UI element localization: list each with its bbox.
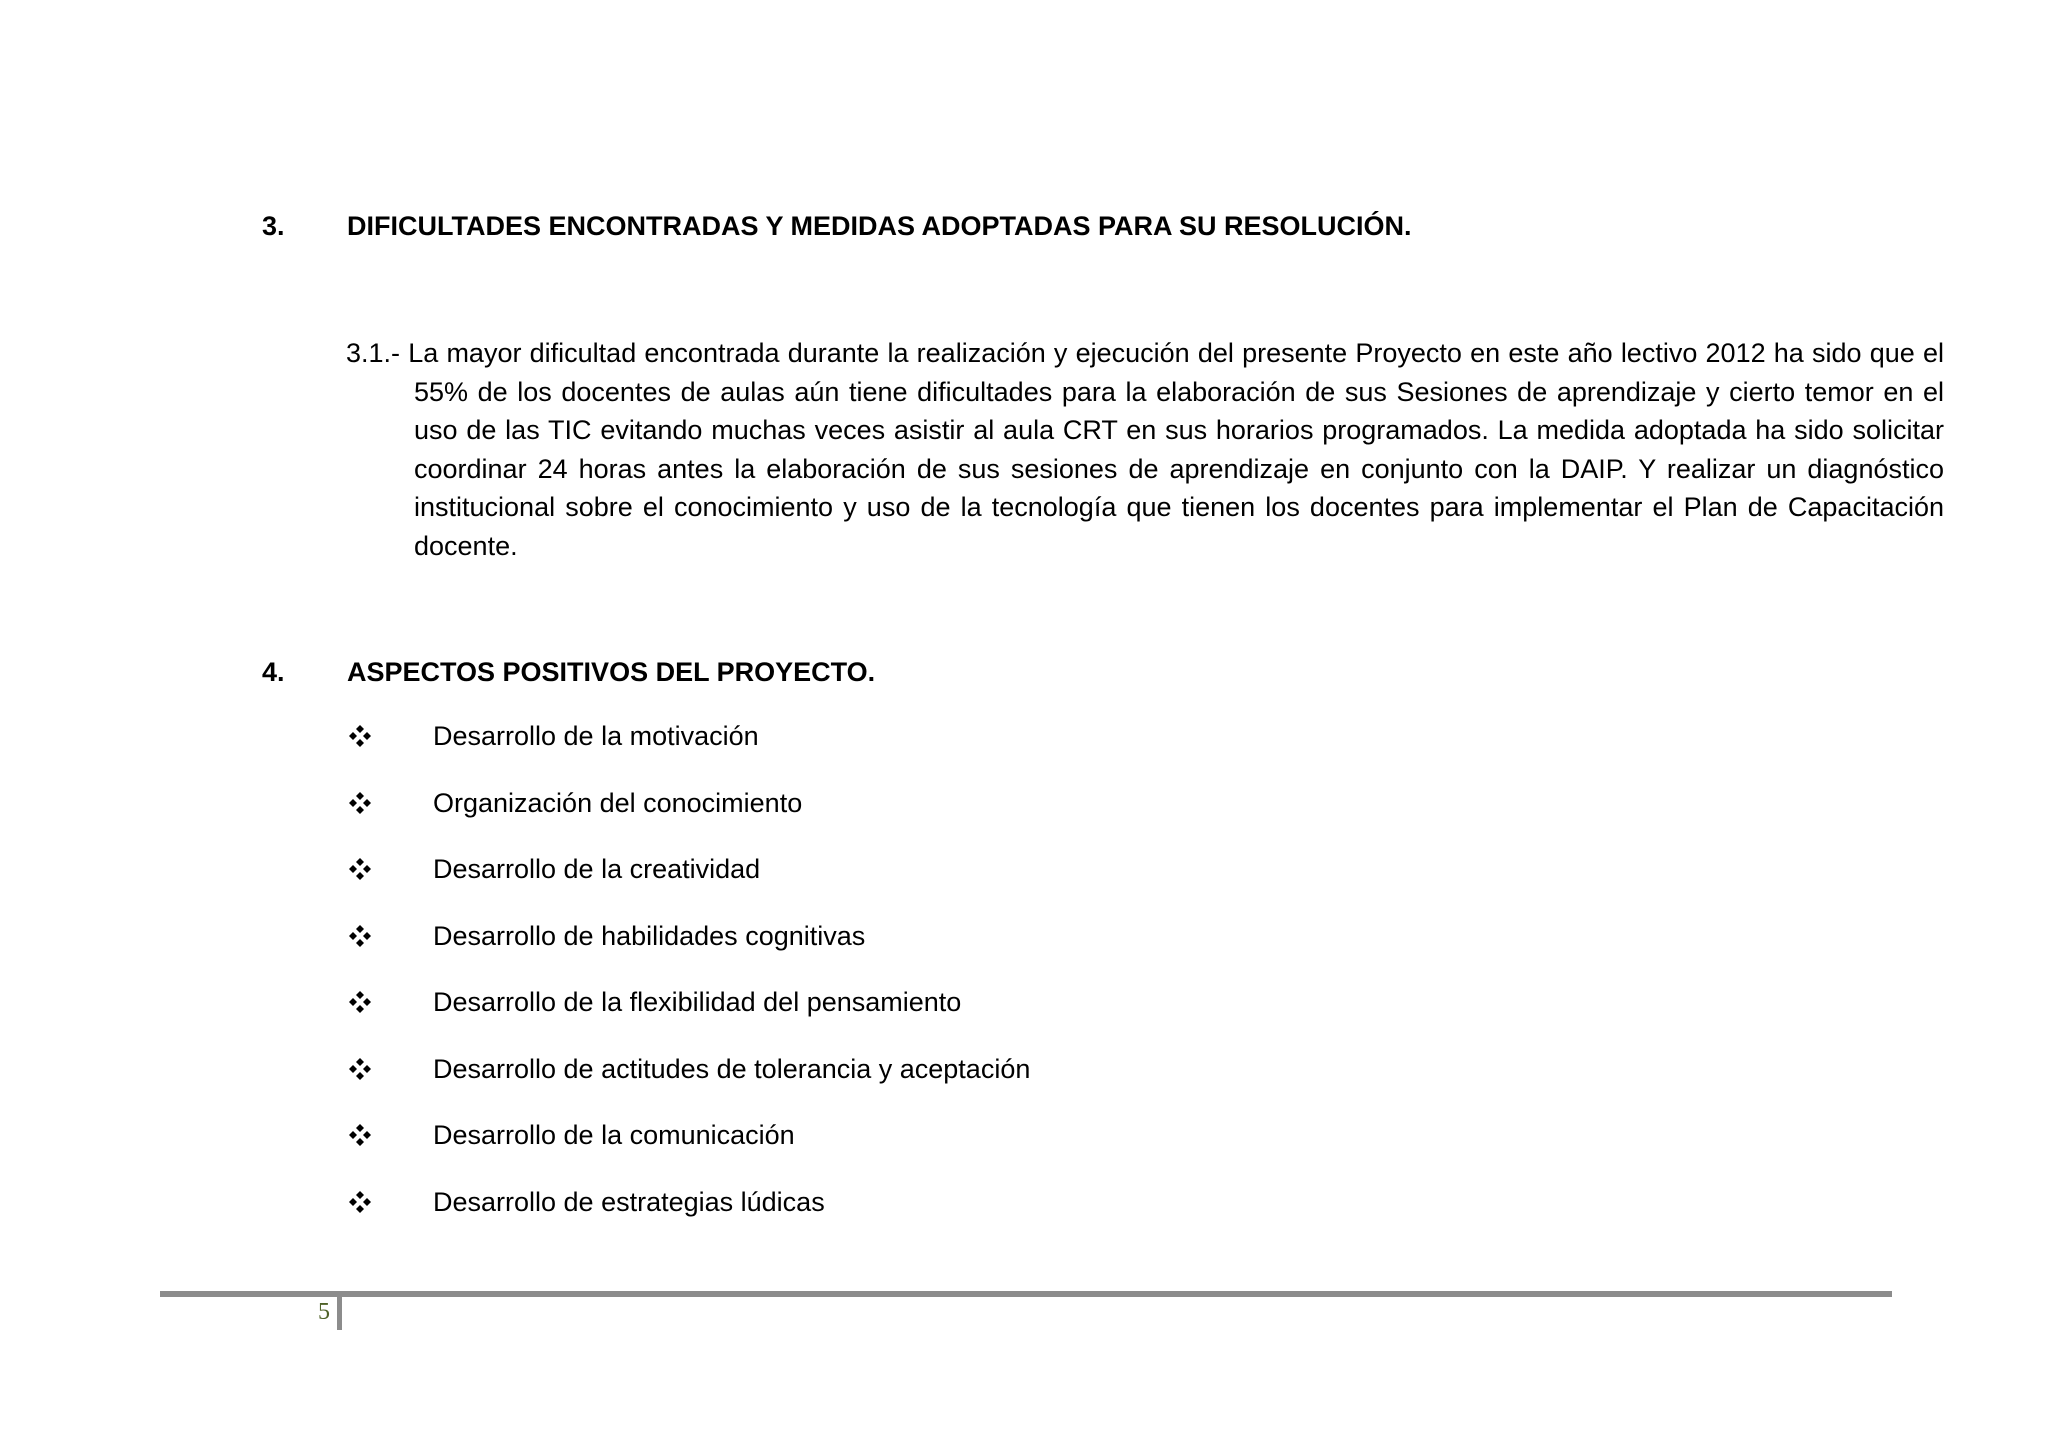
- list-item-text: Desarrollo de estrategias lúdicas: [433, 1186, 825, 1217]
- section-4-number: 4.: [262, 657, 285, 687]
- section-3-1-paragraph: 3.1.- La mayor dificultad encontrada durante la realización y ejecución del presente Proyecto en este año lectivo 2012 ha sido que el 55% de los docentes de aulas aún tiene dificultades para la elaboración de sus Sesiones de aprendizaje y cierto temor en el uso de las TIC evitando muchas veces asistir al aula CRT en sus horarios programados. La medida adoptada ha sido solicitar coordinar 24 horas antes la elaboración de sus sesiones de aprendizaje en conjunto con la DAIP. Y realizar un diagnóstico institucional sobre el conocimiento y uso de la tecnología que tienen los docentes para implementar el Plan de Capacitación docente.: [346, 338, 1944, 561]
- list-item-text: Desarrollo de la motivación: [433, 721, 759, 751]
- list-item-text: Desarrollo de habilidades cognitivas: [433, 920, 866, 951]
- list-item-text: Desarrollo de la creatividad: [433, 854, 761, 884]
- section-3-number: 3.: [262, 211, 285, 241]
- page-number: 5: [318, 1299, 330, 1325]
- list-item-text: Desarrollo de la comunicación: [433, 1120, 795, 1150]
- list-item-text: Organización del conocimiento: [433, 787, 803, 818]
- section-3-title: DIFICULTADES ENCONTRADAS Y MEDIDAS ADOPTADAS PARA SU RESOLUCIÓN.: [347, 211, 1412, 241]
- footer-divider: [160, 1291, 1892, 1297]
- four-diamond-bullet-icon: [346, 918, 374, 954]
- four-diamond-bullet-icon: [346, 1117, 374, 1153]
- four-diamond-bullet-icon: [346, 718, 374, 754]
- list-item-text: Desarrollo de la flexibilidad del pensamiento: [433, 987, 962, 1017]
- four-diamond-bullet-icon: [346, 984, 374, 1020]
- four-diamond-bullet-icon: [346, 1184, 374, 1220]
- list-item-text: Desarrollo de actitudes de tolerancia y aceptación: [433, 1053, 1031, 1084]
- four-diamond-bullet-icon: [346, 785, 374, 821]
- four-diamond-bullet-icon: [346, 851, 374, 887]
- footer-page-tick: [337, 1297, 342, 1330]
- section-4-title: ASPECTOS POSITIVOS DEL PROYECTO.: [347, 657, 876, 687]
- four-diamond-bullet-icon: [346, 1051, 374, 1087]
